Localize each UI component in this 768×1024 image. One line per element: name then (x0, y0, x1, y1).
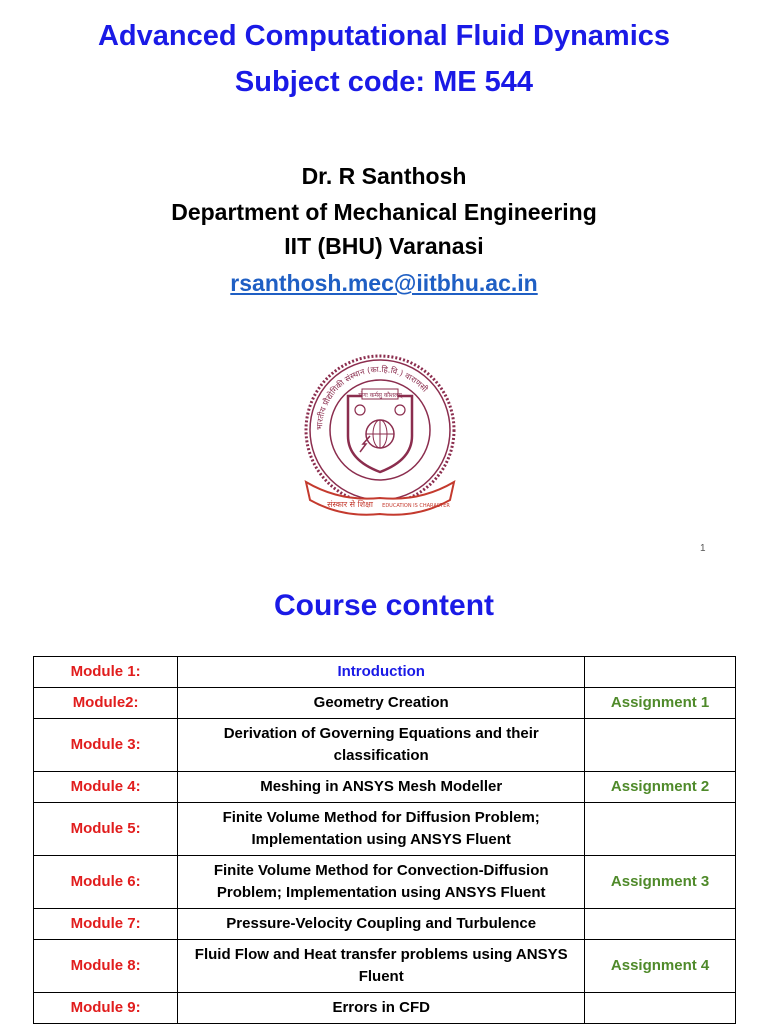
module-number: Module 6: (34, 856, 178, 909)
table-row (34, 719, 736, 772)
svg-text:संस्कार से शिक्षा: संस्कार से शिक्षा (327, 500, 373, 509)
module-topic: Introduction (178, 657, 585, 688)
module-topic: Meshing in ANSYS Mesh Modeller (178, 772, 585, 803)
email-link[interactable]: rsanthosh.mec@iitbhu.ac.in (230, 270, 538, 296)
svg-text:EDUCATION IS CHARACTER: EDUCATION IS CHARACTER (382, 503, 450, 509)
table-row (34, 772, 736, 803)
module-number: Module 3: (34, 719, 178, 772)
module-topic: Derivation of Governing Equations and their classification (178, 719, 585, 772)
module-number: Module 1: (34, 657, 178, 688)
course-title-line: Advanced Computational Fluid Dynamics (97, 20, 671, 52)
course-module-table (33, 656, 736, 1024)
module-assignment (585, 803, 736, 856)
table-row (34, 993, 736, 1024)
module-assignment (585, 657, 736, 688)
module-topic: Fluid Flow and Heat transfer problems using ANSYS Fluent (178, 940, 585, 993)
module-assignment (585, 719, 736, 772)
svg-text:योगः कर्मसु कौशलम्: योगः कर्मसु कौशलम् (358, 392, 402, 399)
subject-code: Subject code: ME 544 (234, 66, 534, 98)
course-content-heading: Course content (273, 589, 495, 622)
svg-text:भारतीय प्रौद्योगिकी संस्थान (क: भारतीय प्रौद्योगिकी संस्थान (का.हि.वि.) वाराणसी (314, 364, 430, 431)
iit-bhu-seal-logo (300, 352, 460, 524)
module-topic: Finite Volume Method for Convection-Diffusion Problem; Implementation using ANSYS Fluent (178, 856, 585, 909)
module-number: Module 8: (34, 940, 178, 993)
institute-name: IIT (BHU) Varanasi (284, 233, 484, 259)
module-number: Module 4: (34, 772, 178, 803)
module-assignment: Assignment 2 (585, 772, 736, 803)
table-row (34, 657, 736, 688)
module-assignment (585, 909, 736, 940)
module-number: Module 5: (34, 803, 178, 856)
module-topic: Pressure-Velocity Coupling and Turbulence (178, 909, 585, 940)
module-topic: Errors in CFD (178, 993, 585, 1024)
table-row (34, 688, 736, 719)
module-topic: Geometry Creation (178, 688, 585, 719)
module-assignment: Assignment 3 (585, 856, 736, 909)
table-row (34, 940, 736, 993)
table-row (34, 856, 736, 909)
module-assignment (585, 993, 736, 1024)
module-number: Module2: (34, 688, 178, 719)
table-row (34, 909, 736, 940)
module-topic: Finite Volume Method for Diffusion Problem; Implementation using ANSYS Fluent (178, 803, 585, 856)
table-row (34, 803, 736, 856)
module-number: Module 9: (34, 993, 178, 1024)
page-number: 1 (700, 543, 706, 554)
module-assignment: Assignment 4 (585, 940, 736, 993)
module-number: Module 7: (34, 909, 178, 940)
department-name: Department of Mechanical Engineering (171, 199, 597, 225)
author-name: Dr. R Santhosh (301, 163, 467, 189)
module-assignment: Assignment 1 (585, 688, 736, 719)
